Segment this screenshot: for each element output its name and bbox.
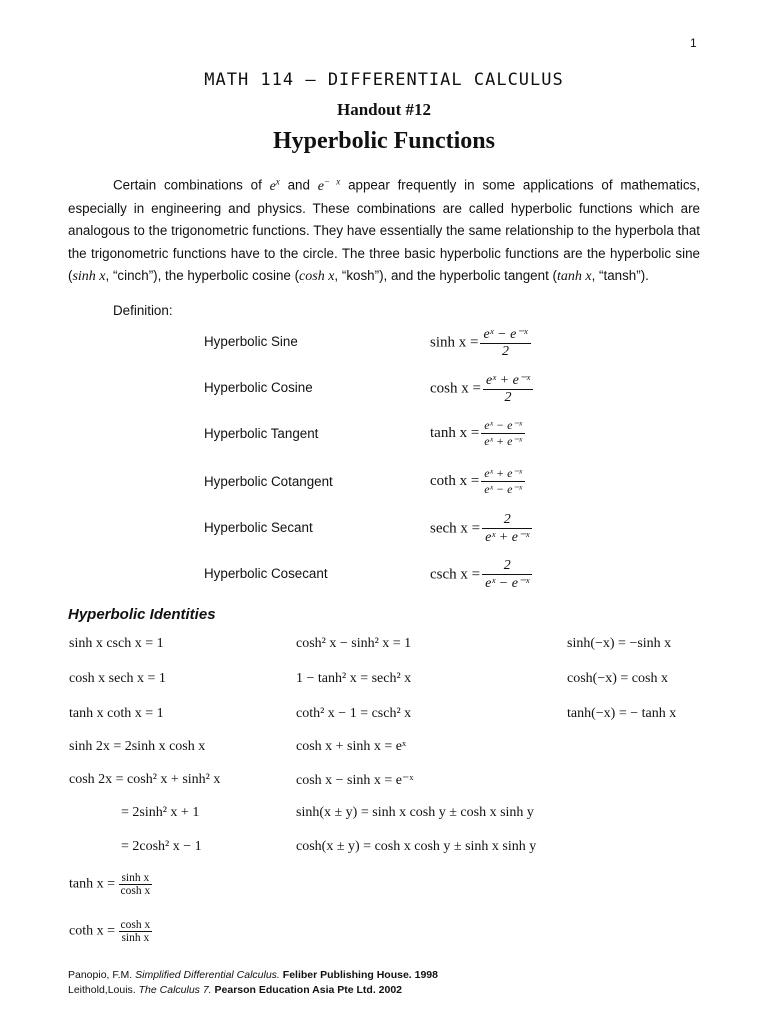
denominator: 2 [502, 344, 510, 359]
identity-c1-4: cosh 2x = cosh² x + sinh² x [69, 772, 221, 787]
identity-c2-6: cosh(x ± y) = cosh x cosh y ± sinh x sinh y [296, 839, 537, 854]
fraction [481, 466, 525, 497]
fraction [483, 372, 533, 406]
numerator: 2 [482, 558, 532, 575]
identity-c2-4: cosh x − sinh x = e⁻ˣ [296, 773, 414, 788]
identity-c3-1: cosh(−x) = cosh x [567, 671, 668, 686]
fraction [482, 512, 532, 546]
reference-2: Leithold,Louis. The Calculus 7. Pearson Education Asia Pte Ltd. 2002 [68, 984, 403, 996]
identity-c3-0: sinh(−x) = −sinh x [567, 636, 672, 651]
definition-formula [430, 466, 525, 497]
definition-formula [430, 418, 525, 449]
numerator: eˣ + e⁻ˣ [483, 372, 533, 390]
fraction [480, 326, 530, 360]
definition-name: Hyperbolic Secant [204, 520, 313, 535]
formula-lhs: tanh x = [430, 424, 480, 441]
definition-name: Hyperbolic Cotangent [204, 474, 333, 489]
definition-name: Hyperbolic Sine [204, 334, 298, 349]
definition-label: Definition: [113, 303, 173, 318]
fraction [482, 558, 532, 592]
identity-c3-2: tanh(−x) = − tanh x [567, 706, 677, 721]
identity-c2-1: 1 − tanh² x = sech² x [296, 671, 412, 686]
ex-term: $e^x$ [269, 176, 280, 194]
course-title: MATH 114 – DIFFERENTIAL CALCULUS [204, 70, 564, 90]
identity-c1-5: = 2sinh² x + 1 [121, 805, 200, 820]
denominator: 2 [504, 390, 512, 405]
definition-name: Hyperbolic Cosecant [204, 566, 328, 581]
identity-c1-3: sinh 2x = 2sinh x cosh x [69, 739, 206, 754]
identities-title: Hyperbolic Identities [68, 606, 216, 623]
formula-lhs: sinh x = [430, 334, 479, 351]
formula-lhs: cosh x = [430, 380, 481, 397]
definition-name: Hyperbolic Tangent [204, 426, 319, 441]
formula-lhs: coth x = [430, 472, 480, 489]
reference-1: Panopio, F.M. Simplified Differential Calculus. Feliber Publishing House. 1998 [68, 969, 438, 981]
intro-paragraph: Certain combinations of $e^x$ and $e^{- x}$ appear frequently in some applications of mathematics, especially in engineering and physics. These combinations are called hyperbolic functions which are analogous to the trigonometric functions. They have essentially the same relationship to the hyperbola that the trigonometric functions have to the circle. The three basic hyperbolic functions are the hyperbolic sine (sinh x, “cinch”), the hyperbolic cosine (cosh x, “kosh”), and the hyperbolic tangent (tanh x, “tansh”). [68, 176, 700, 285]
definition-name: Hyperbolic Cosine [204, 380, 313, 395]
handout-number: Handout #12 [337, 100, 431, 119]
identity-c1-6: = 2cosh² x − 1 [121, 839, 202, 854]
numerator: 2 [482, 512, 532, 529]
page-title: Hyperbolic Functions [272, 128, 495, 154]
coth-quotient: coth x = $\frac{\text{cosh x}}{\text{sinh x}}$ [69, 919, 151, 944]
identity-c2-5: sinh(x ± y) = sinh x cosh y ± cosh x sinh y [296, 805, 534, 820]
formula-lhs: csch x = [430, 566, 481, 583]
identity-c1-1: cosh x sech x = 1 [69, 671, 166, 686]
numerator: eˣ − e⁻ˣ [480, 326, 530, 344]
formula-lhs: sech x = [430, 520, 481, 537]
emx-term: $e^{- x}$ [317, 176, 341, 194]
fraction [481, 418, 525, 449]
identity-c1-0: sinh x csch x = 1 [69, 636, 164, 651]
tanh-quotient: tanh x = $\frac{\text{sinh x}}{\text{cosh x}}$ [69, 872, 151, 897]
identity-c1-2: tanh x coth x = 1 [69, 706, 164, 721]
denominator: eˣ − e⁻ˣ [484, 482, 523, 496]
denominator: eˣ + e⁻ˣ [485, 530, 530, 545]
definition-formula [430, 372, 533, 406]
definition-formula [430, 558, 532, 592]
denominator: eˣ + e⁻ˣ [484, 434, 523, 448]
denominator: eˣ − e⁻ˣ [485, 576, 530, 591]
identity-c2-2: coth² x − 1 = csch² x [296, 706, 412, 721]
numerator: eˣ + e⁻ˣ [481, 466, 525, 482]
identity-c2-3: cosh x + sinh x = eˣ [296, 739, 407, 754]
identity-c2-0: cosh² x − sinh² x = 1 [296, 636, 412, 651]
numerator: eˣ − e⁻ˣ [481, 418, 525, 434]
page-number: 1 [690, 36, 697, 50]
definition-formula [430, 326, 531, 360]
definition-formula [430, 512, 532, 546]
